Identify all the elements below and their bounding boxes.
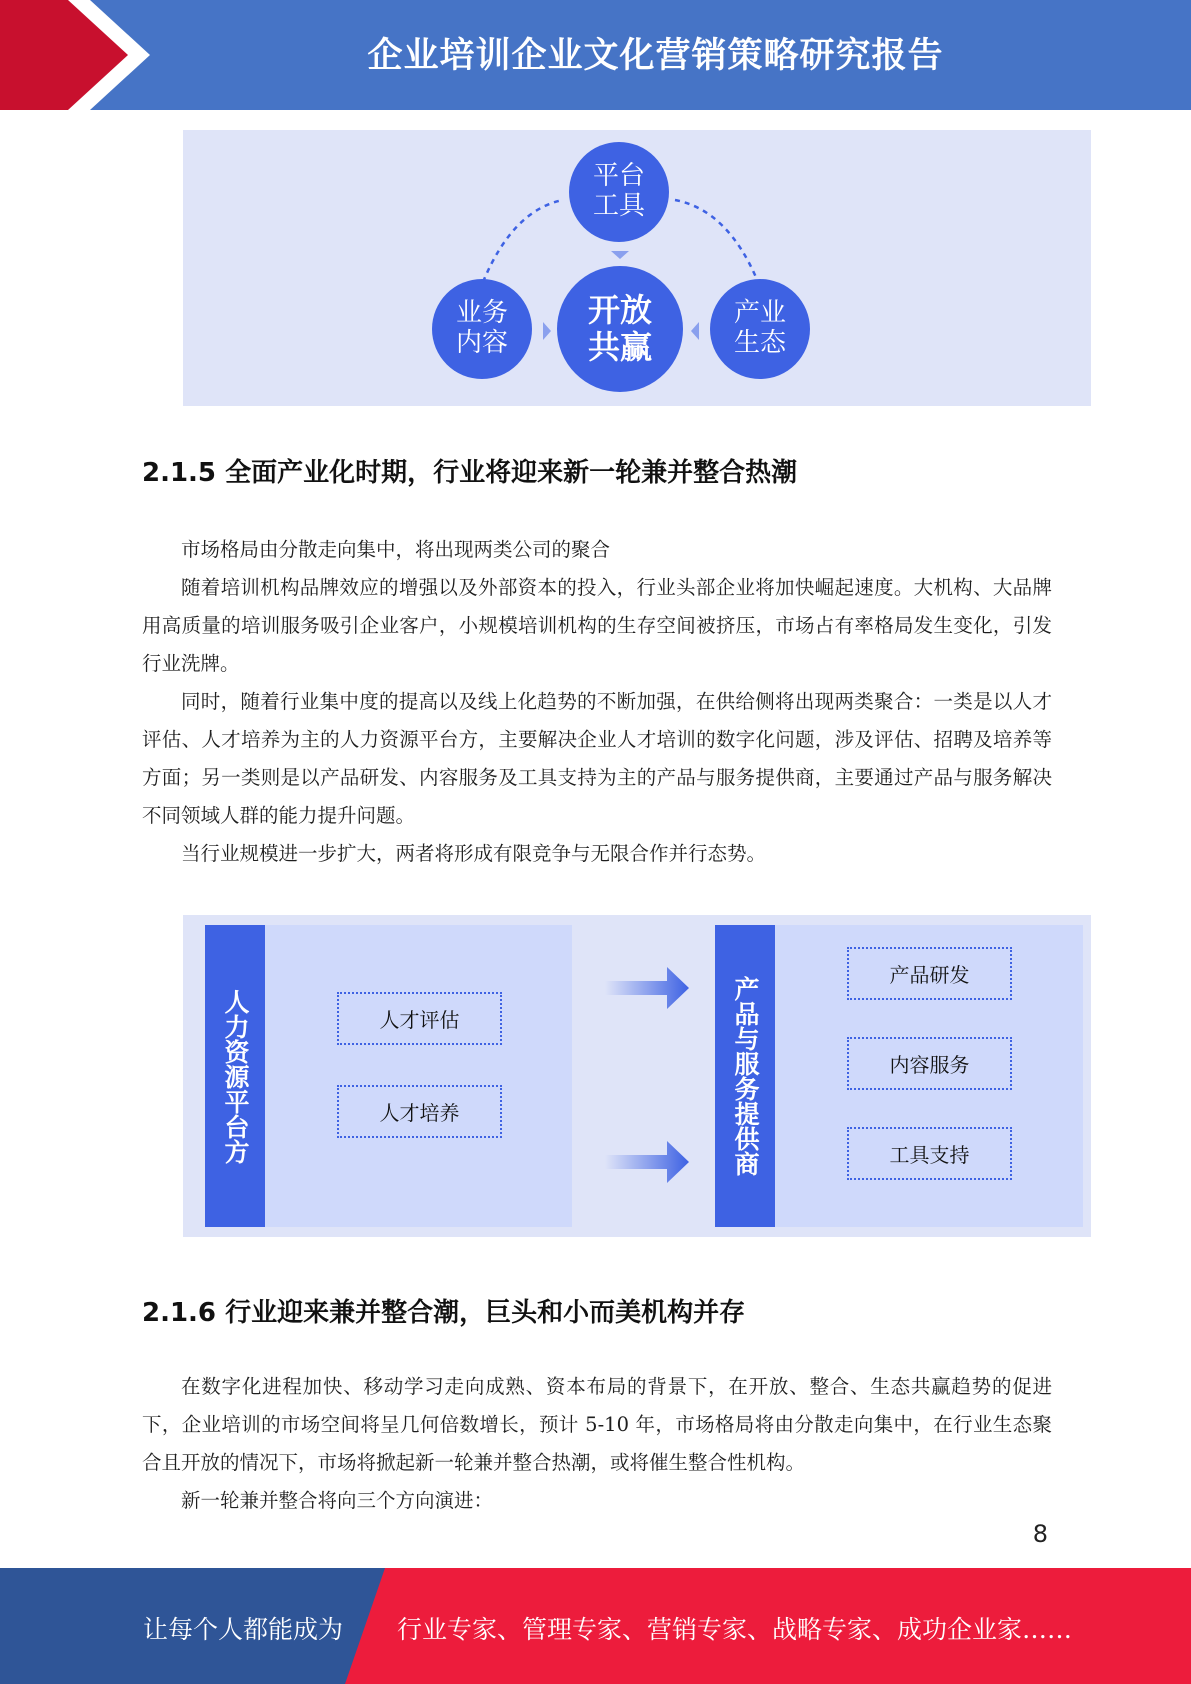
page-footer xyxy=(0,1568,1191,1684)
item-talent-cultivation: 人才培养 xyxy=(337,1085,502,1138)
paragraph: 随着培训机构品牌效应的增强以及外部资本的投入，行业头部企业将加快崛起速度。大机构、大品牌用高质量的培训服务吸引企业客户，小规模培训机构的生存空间被挤压，市场占有率格局发生变化，引发行业洗牌。 xyxy=(142,576,1052,675)
section-2-1-5-body xyxy=(142,531,1052,873)
section-2-1-6-body xyxy=(142,1368,1052,1520)
page-header xyxy=(0,0,1191,110)
section-heading-2-1-5: 2.1.5 全面产业化时期，行业将迎来新一轮兼并整合热潮 xyxy=(142,458,798,488)
node-label: 产业 生态 xyxy=(733,298,786,358)
paragraph: 市场格局由分散走向集中，将出现两类公司的聚合 xyxy=(181,538,611,561)
node-label: 平台 工具 xyxy=(592,161,645,221)
footer-slogan-left: 让每个人都能成为 xyxy=(143,1615,344,1644)
product-service-title: 产品与服务提供商 xyxy=(715,925,775,1227)
arrow-right-icon xyxy=(605,1137,695,1187)
item-content-service: 内容服务 xyxy=(847,1037,1012,1090)
node-platform-tools xyxy=(569,142,669,242)
paragraph: 在数字化进程加快、移动学习走向成熟、资本布局的背景下，在开放、整合、生态共赢趋势的促进下，企业培训的市场空间将呈几何倍数增长，预计 5-10 年，市场格局将由分散走向集中，在行业生态聚合且开放的情况下，市场将掀起新一轮兼并整合热潮，或将催生整合性机构。 xyxy=(142,1375,1052,1474)
ecosystem-diagram xyxy=(183,130,1091,406)
hr-platform-title: 人力资源平台方 xyxy=(205,925,265,1227)
page-number: 8 xyxy=(1032,1520,1048,1548)
paragraph: 当行业规模进一步扩大，两者将形成有限竞争与无限合作并行态势。 xyxy=(181,842,767,865)
section-heading-2-1-6: 2.1.6 行业迎来兼并整合潮，巨头和小而美机构并存 xyxy=(142,1298,746,1328)
item-tool-support: 工具支持 xyxy=(847,1127,1012,1180)
node-industry-ecology xyxy=(710,279,810,379)
footer-slogan-right: 行业专家、管理专家、营销专家、战略专家、成功企业家…… xyxy=(397,1615,1073,1644)
item-product-rd: 产品研发 xyxy=(847,947,1012,1000)
document-title: 企业培训企业文化营销策略研究报告 xyxy=(367,36,944,76)
item-talent-assessment: 人才评估 xyxy=(337,992,502,1045)
arrow-right-icon xyxy=(605,963,695,1013)
product-service-panel xyxy=(715,925,1083,1227)
two-aggregation-diagram xyxy=(183,915,1091,1237)
paragraph: 同时，随着行业集中度的提高以及线上化趋势的不断加强，在供给侧将出现两类聚合：一类是以人才评估、人才培养为主的人力资源平台方，主要解决企业人才培训的数字化问题，涉及评估、招聘及培养等方面；另一类则是以产品研发、内容服务及工具支持为主的产品与服务提供商，主要通过产品与服务解决不同领域人群的能力提升问题。 xyxy=(142,690,1052,827)
node-open-win-win xyxy=(557,266,683,392)
node-label: 业务 内容 xyxy=(455,298,508,358)
node-business-content xyxy=(432,279,532,379)
paragraph: 新一轮兼并整合将向三个方向演进： xyxy=(181,1489,494,1512)
header-red-chevron xyxy=(0,0,160,110)
node-label: 开放 共赢 xyxy=(587,291,652,366)
hr-platform-panel xyxy=(205,925,572,1227)
